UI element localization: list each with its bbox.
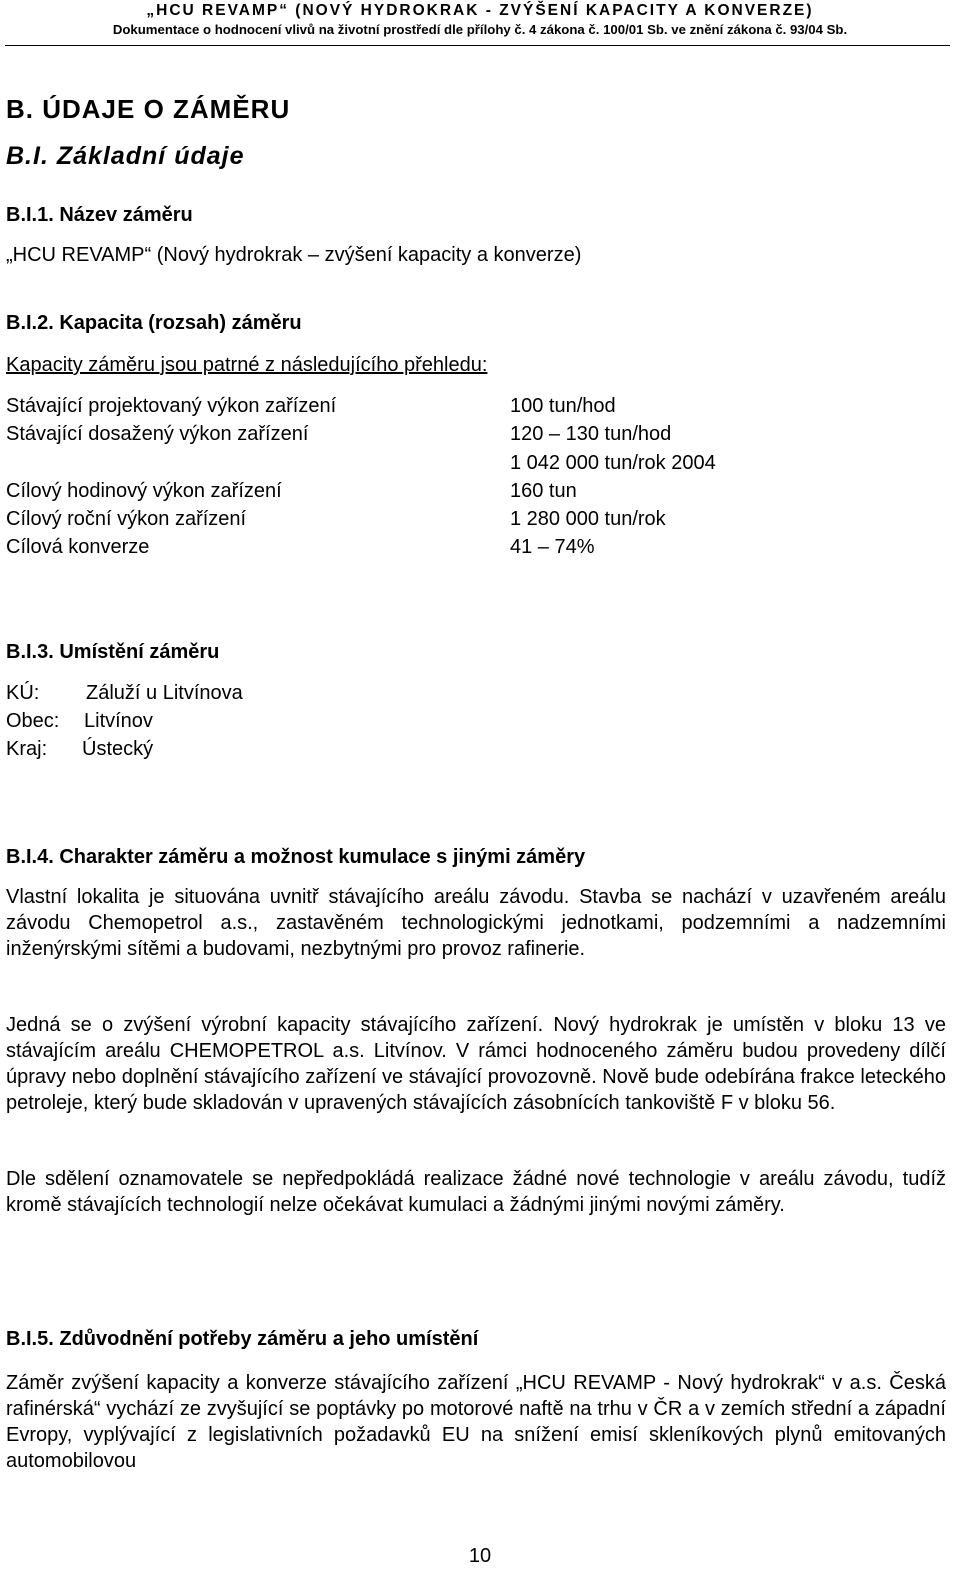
obec-value: Litvínov (84, 710, 153, 732)
b3-heading: B.I.3. Umístění záměru (6, 641, 220, 663)
b4-paragraph: Vlastní lokalita je situována uvnitř stávajícího areálu závodu. Stavba se nachází v uzavřeném areálu závodu Chemopetrol a.s., zastavěném technologickými jednotkami, podzemními a nadzemními inženýrskými sítěmi a budovami, nezbytnými pro provoz rafinerie. (6, 886, 946, 960)
b5-paragraph: Záměr zvýšení kapacity a konverze stávajícího zařízení „HCU REVAMP - Nový hydrokrak“ v a.s. Česká rafinérská“ vychází ze zvyšující se poptávky po motorové naftě na trhu v ČR a v zemích střední a západní Evropy, vyplývající z legislativních požadavků EU na snížení emisí skleníkových plynů emitovaných automobilovou (6, 1372, 946, 1472)
subsection-heading: B.I. Základní údaje (6, 142, 245, 170)
b1-heading: B.I.1. Název záměru (6, 204, 193, 226)
capacity-row-value: 160 tun (510, 480, 577, 502)
b5-heading: B.I.5. Zdůvodnění potřeby záměru a jeho umístění (6, 1328, 479, 1350)
b4-paragraph: Dle sdělení oznamovatele se nepředpokládá realizace žádné nové technologie v areálu závodu, tudíž kromě stávajících technologií nelze očekávat kumulaci a žádnými jinými novými záměry. (6, 1168, 946, 1216)
capacity-row-value: 120 – 130 tun/hod (510, 423, 672, 445)
ku-label: KÚ: (6, 682, 40, 704)
kraj-value: Ústecký (82, 738, 154, 760)
document-header-subtitle: Dokumentace o hodnocení vlivů na životní prostředí dle přílohy č. 4 zákona č. 100/01 Sb. ve znění zákona č. 93/04 Sb. (112, 22, 848, 37)
capacity-row-value: 1 280 000 tun/rok (510, 508, 666, 530)
capacity-row-label: Cílový hodinový výkon zařízení (6, 480, 282, 502)
document-header-title: „HCU REVAMP“ (NOVÝ HYDROKRAK - ZVÝŠENÍ KAPACITY A KONVERZE) (146, 2, 814, 19)
b2-heading: B.I.2. Kapacita (rozsah) záměru (6, 312, 302, 334)
b4-paragraph: Jedná se o zvýšení výrobní kapacity stávajícího zařízení. Nový hydrokrak je umístěn v bloku 13 ve stávajícím areálu CHEMOPETROL a.s. Litvínov. V rámci hodnoceného záměru budou provedeny dílčí úpravy nebo doplnění stávajícího zařízení ve stávající provozovně. Nově bude odebírána frakce leteckého petroleje, který bude skladován v upravených stávajících zásobnících tankoviště F v bloku 56. (6, 1014, 946, 1114)
capacity-row-value: 41 – 74% (510, 536, 595, 558)
capacity-row-label: Stávající projektovaný výkon zařízení (6, 395, 337, 417)
b1-text: „HCU REVAMP“ (Nový hydrokrak – zvýšení kapacity a konverze) (6, 244, 582, 266)
obec-label: Obec: (6, 710, 60, 732)
kraj-label: Kraj: (6, 738, 48, 760)
capacity-row-label: Cílový roční výkon zařízení (6, 508, 247, 530)
b2-intro: Kapacity záměru jsou patrné z následujícího přehledu: (6, 354, 488, 376)
page-number: 10 (468, 1545, 492, 1567)
capacity-row-label: Stávající dosažený výkon zařízení (6, 423, 309, 445)
b4-heading: B.I.4. Charakter záměru a možnost kumulace s jinými záměry (6, 846, 586, 868)
capacity-row-value: 100 tun/hod (510, 395, 616, 417)
header-divider (5, 45, 950, 46)
ku-value: Záluží u Litvínova (86, 682, 243, 704)
capacity-row-value: 1 042 000 tun/rok 2004 (510, 452, 716, 474)
capacity-row-label: Cílová konverze (6, 536, 150, 558)
section-heading: B. ÚDAJE O ZÁMĚRU (6, 94, 291, 124)
